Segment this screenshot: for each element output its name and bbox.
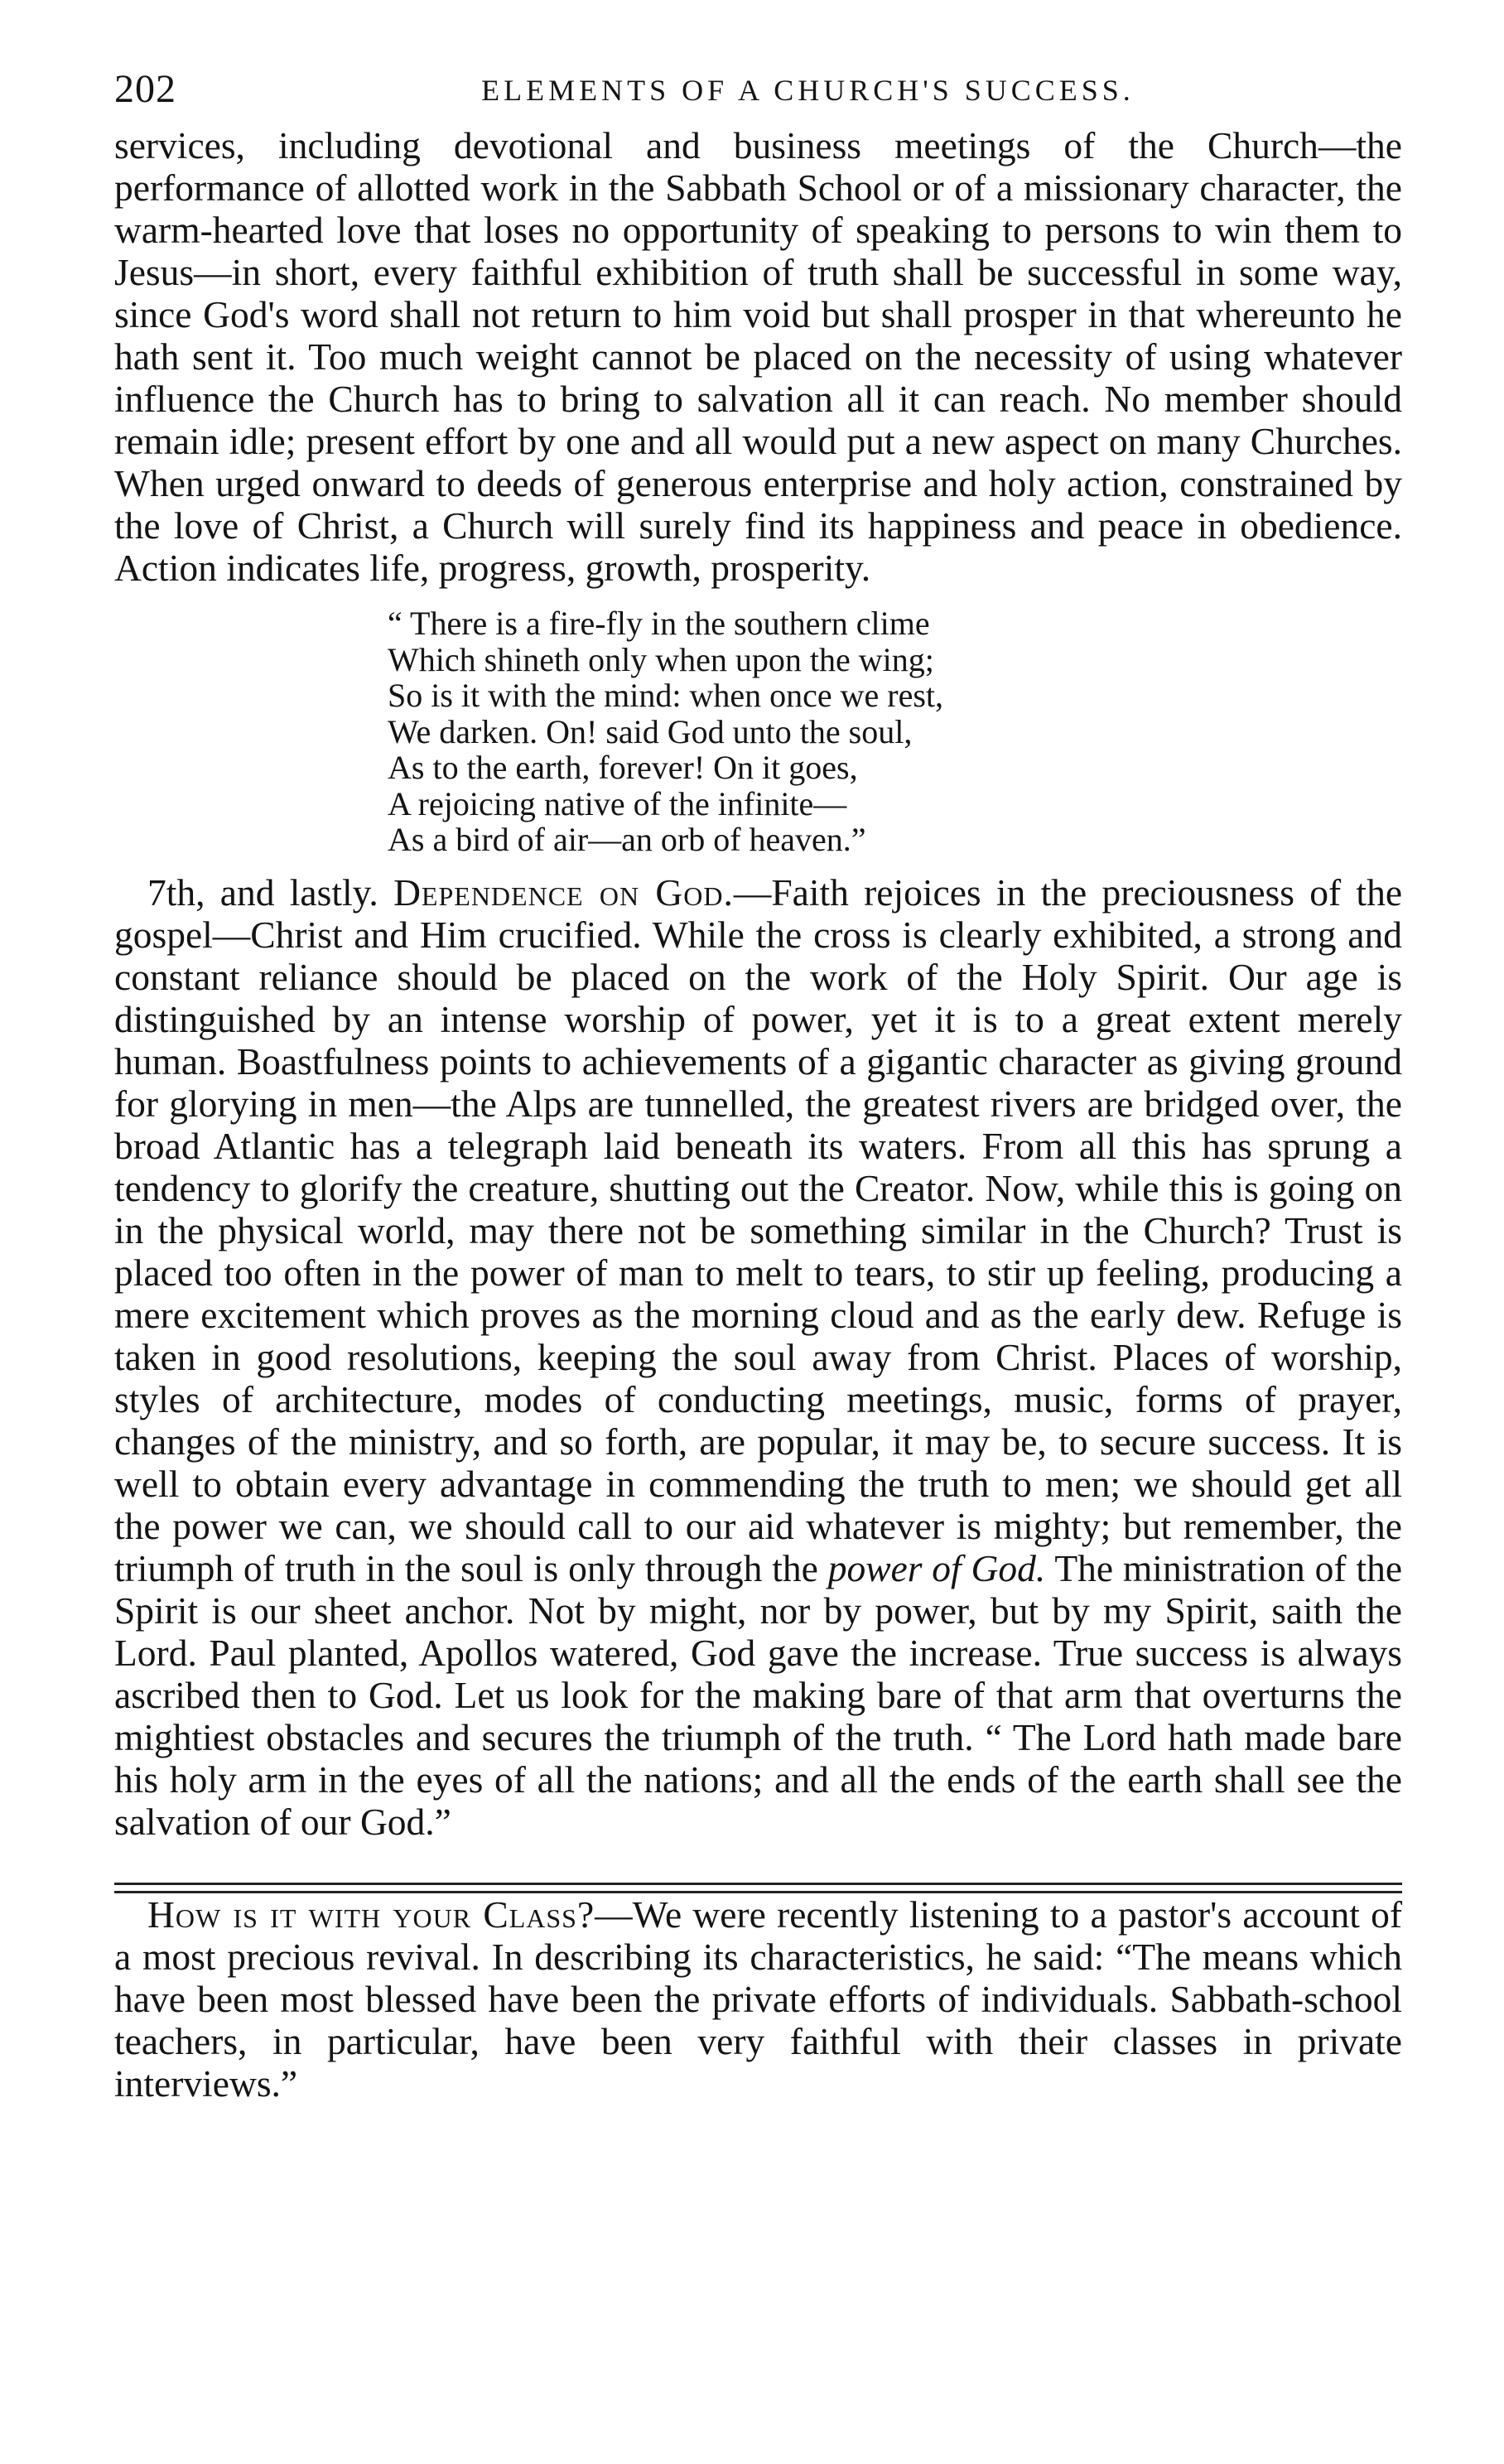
running-head <box>114 66 1402 124</box>
section-heading: Dependence on God. <box>393 870 734 914</box>
paragraph-continued: services, including devotional and business meetings of the Church—the performance of allotted work in the Sabbath School or of a missionary character, the warm-hearted love that loses no opportunity of speaking to persons to win them to Jesus—in short, every faithful exhibition of truth shall be successful in some way, since God's word shall not return to him void but shall prosper in that whereunto he hath sent it. Too much weight cannot be placed on the necessity of using whatever influence the Church has to bring to salvation all it can reach. No member should remain idle; present effort by one and all would put a new aspect on many Churches. When urged onward to deeds of generous enterprise and holy action, constrained by the love of Christ, a Church will surely find its happiness and peace in obedience. Action indicates life, progress, growth, prosperity. <box>114 124 1402 589</box>
book-page <box>114 66 1402 2105</box>
poem-quotation <box>388 605 1402 858</box>
double-rule-divider <box>114 1883 1402 1893</box>
body-text <box>114 124 1402 2105</box>
running-title: ELEMENTS OF A CHURCH'S SUCCESS. <box>481 74 1135 107</box>
poem-line: Which shineth only when upon the wing; <box>388 640 934 678</box>
poem-line: So is it with the mind: when once we rest, <box>388 677 944 714</box>
note-heading: How is it with your Class? <box>147 1893 595 1936</box>
section-text-part-2: The ministration of the Spirit is our sheet anchor. Not by might, nor by power, but by my Spirit, saith the Lord. Paul planted, Apollos watered, God gave the increase. True success is always ascribed then to God. Let us look for the making bare of that arm that overturns the mightiest obstacles and secures the triumph of the truth. “ The Lord hath made bare his holy arm in the eyes of all the nations; and all the ends of the earth shall see the salvation of our God.” <box>114 1546 1403 1843</box>
poem-line: A rejoicing native of the infinite— <box>388 784 847 822</box>
section-emphasis: power of God. <box>827 1546 1046 1589</box>
note-text: —We were recently listening to a pastor's account of a most precious revival. In describing its characteristics, he said: “The means which have been most blessed have been the private efforts of individuals. Sabbath-school teachers, in particular, have been very faithful with their classes in private interviews.” <box>114 1893 1402 2105</box>
page-number: 202 <box>114 67 176 111</box>
section-seventh-paragraph <box>114 871 1402 1843</box>
section-lead: 7th, and lastly. <box>147 870 378 914</box>
poem-line: As a bird of air—an orb of heaven.” <box>388 821 866 858</box>
note-paragraph <box>114 1893 1402 2105</box>
section-text-part-1: —Faith rejoices in the preciousness of the gospel—Christ and Him crucified. While the cross is clearly exhibited, a strong and constant reliance should be placed on the work of the Holy Spirit. Our age is distinguished by an intense worship of power, yet it is to a great extent merely human. Boastfulness points to achievements of a gigantic character as giving ground for glorying in men—the Alps are tunnelled, the greatest rivers are bridged over, the broad Atlantic has a telegraph laid beneath its waters. From all this has sprung a tendency to glorify the creature, shutting out the Creator. Now, while this is going on in the physical world, may there not be something similar in the Church? Trust is placed too often in the power of man to melt to tears, to stir up feeling, producing a mere excitement which proves as the morning cloud and as the early dew. Refuge is taken in good resolutions, keeping the soul away from Christ. Places of worship, styles of architecture, modes of conducting meetings, music, forms of prayer, changes of the ministry, and so forth, are popular, it may be, to secure success. It is well to obtain every advantage in commending the truth to men; we should get all the power we can, we should call to our aid whatever is mighty; but remember, the triumph of truth in the soul is only through the <box>114 870 1403 1589</box>
poem-line: We darken. On! said God unto the soul, <box>388 712 913 750</box>
poem-line: “ There is a fire-fly in the southern clime <box>388 605 930 642</box>
poem-line: As to the earth, forever! On it goes, <box>388 749 858 786</box>
